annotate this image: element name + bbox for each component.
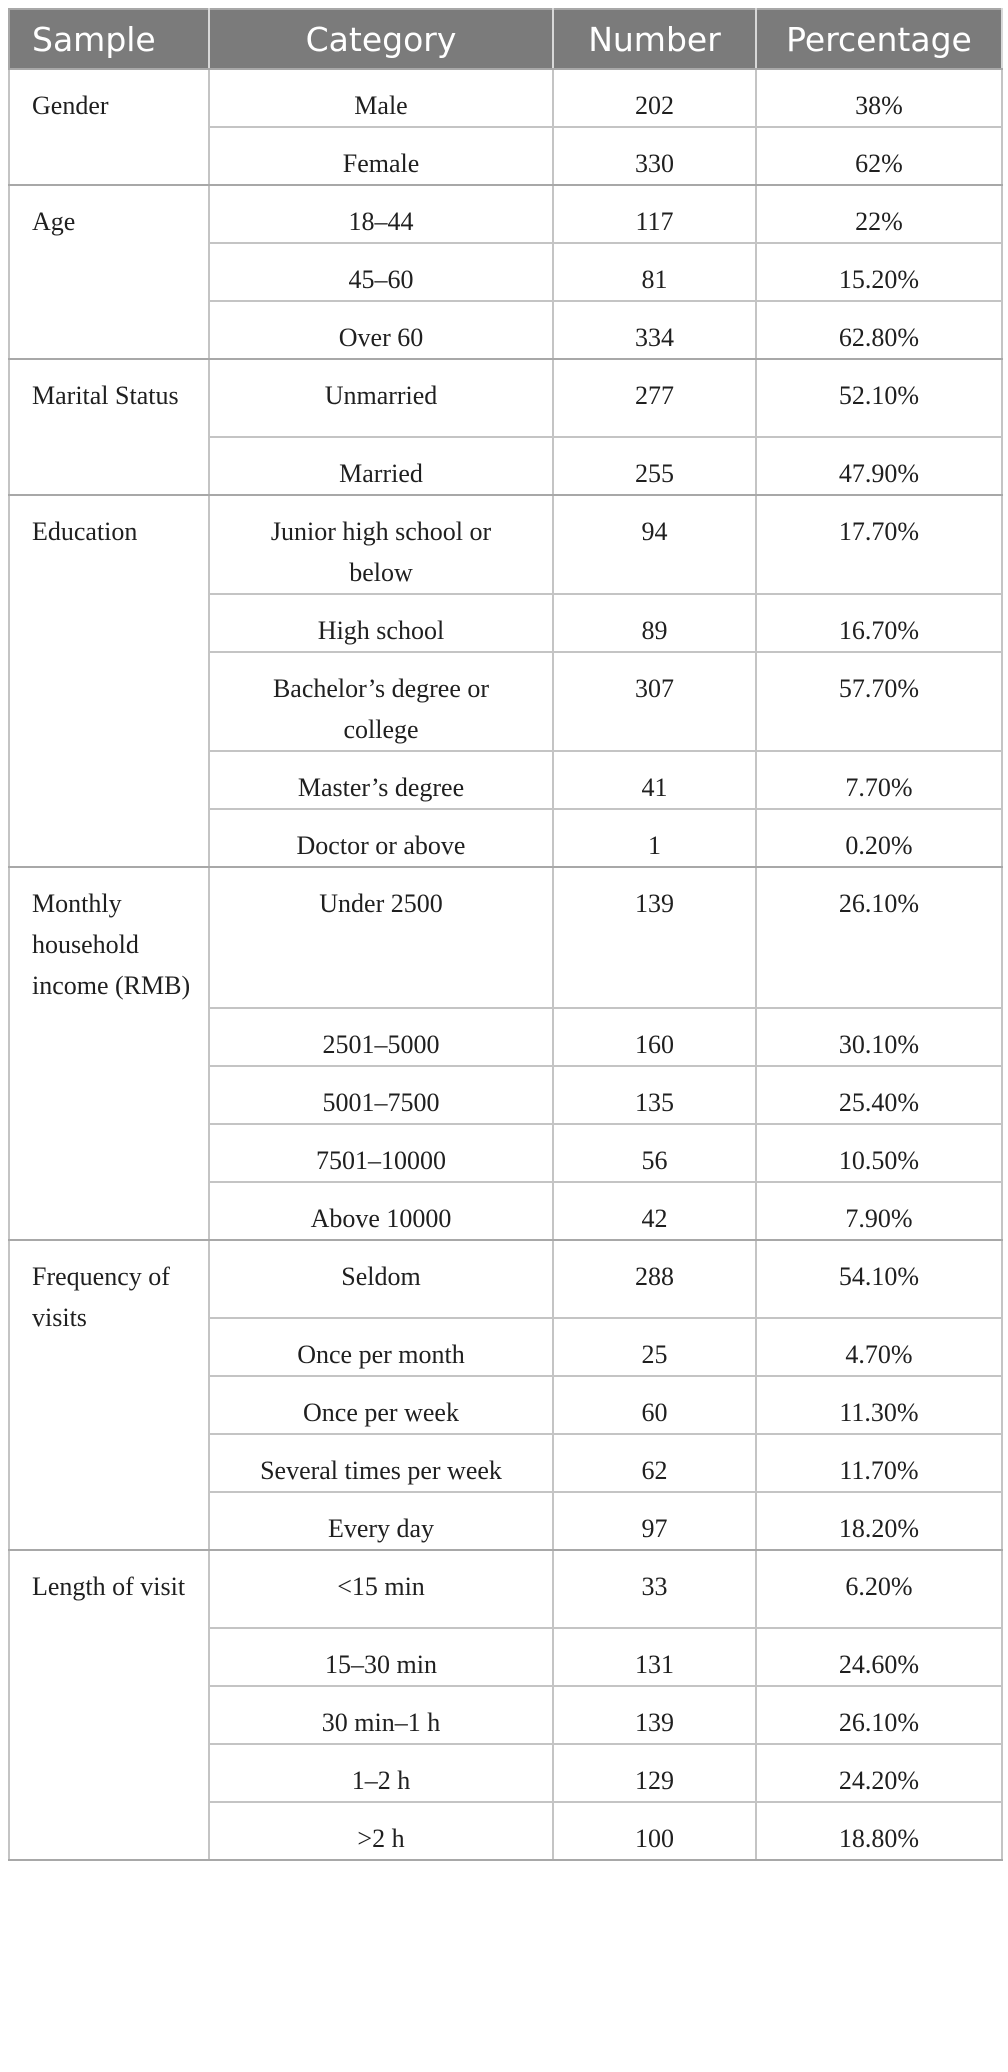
percentage-cell: 4.70% — [756, 1318, 1002, 1376]
number-cell: 117 — [553, 185, 756, 243]
header-sample: Sample — [9, 9, 209, 69]
number-cell: 129 — [553, 1744, 756, 1802]
number-cell: 42 — [553, 1182, 756, 1240]
number-cell: 288 — [553, 1240, 756, 1318]
percentage-cell: 54.10% — [756, 1240, 1002, 1318]
sample-cell: Monthly household income (RMB) — [9, 867, 209, 1240]
table-body — [9, 69, 1002, 1860]
number-cell: 60 — [553, 1376, 756, 1434]
percentage-cell: 24.20% — [756, 1744, 1002, 1802]
category-cell: Above 10000 — [209, 1182, 553, 1240]
header-percentage: Percentage — [756, 9, 1002, 69]
percentage-cell: 6.20% — [756, 1550, 1002, 1628]
sample-cell: Marital Status — [9, 359, 209, 495]
category-cell: 15–30 min — [209, 1628, 553, 1686]
number-cell: 33 — [553, 1550, 756, 1628]
category-cell: Male — [209, 69, 553, 127]
header-row — [9, 9, 1002, 69]
category-cell: Junior high school or below — [209, 495, 553, 594]
number-cell: 160 — [553, 1008, 756, 1066]
category-cell: 30 min–1 h — [209, 1686, 553, 1744]
category-cell: High school — [209, 594, 553, 652]
number-cell: 334 — [553, 301, 756, 359]
category-cell: Doctor or above — [209, 809, 553, 867]
percentage-cell: 25.40% — [756, 1066, 1002, 1124]
number-cell: 25 — [553, 1318, 756, 1376]
number-cell: 97 — [553, 1492, 756, 1550]
number-cell: 81 — [553, 243, 756, 301]
table-row — [9, 1240, 1002, 1318]
table-row — [9, 359, 1002, 437]
header-number: Number — [553, 9, 756, 69]
percentage-cell: 15.20% — [756, 243, 1002, 301]
percentage-cell: 57.70% — [756, 652, 1002, 751]
percentage-cell: 18.80% — [756, 1802, 1002, 1860]
table-row — [9, 495, 1002, 594]
category-cell: Over 60 — [209, 301, 553, 359]
number-cell: 1 — [553, 809, 756, 867]
percentage-cell: 11.30% — [756, 1376, 1002, 1434]
number-cell: 56 — [553, 1124, 756, 1182]
percentage-cell: 38% — [756, 69, 1002, 127]
number-cell: 135 — [553, 1066, 756, 1124]
percentage-cell: 47.90% — [756, 437, 1002, 495]
percentage-cell: 0.20% — [756, 809, 1002, 867]
category-cell: 2501–5000 — [209, 1008, 553, 1066]
number-cell: 307 — [553, 652, 756, 751]
percentage-cell: 62.80% — [756, 301, 1002, 359]
category-cell: >2 h — [209, 1802, 553, 1860]
category-cell: 7501–10000 — [209, 1124, 553, 1182]
percentage-cell: 11.70% — [756, 1434, 1002, 1492]
number-cell: 89 — [553, 594, 756, 652]
number-cell: 330 — [553, 127, 756, 185]
category-cell: Female — [209, 127, 553, 185]
percentage-cell: 26.10% — [756, 1686, 1002, 1744]
category-cell: Every day — [209, 1492, 553, 1550]
number-cell: 255 — [553, 437, 756, 495]
number-cell: 202 — [553, 69, 756, 127]
percentage-cell: 17.70% — [756, 495, 1002, 594]
number-cell: 41 — [553, 751, 756, 809]
category-cell: Bachelor’s degree or college — [209, 652, 553, 751]
sample-cell: Education — [9, 495, 209, 867]
number-cell: 94 — [553, 495, 756, 594]
percentage-cell: 24.60% — [756, 1628, 1002, 1686]
number-cell: 62 — [553, 1434, 756, 1492]
number-cell: 139 — [553, 1686, 756, 1744]
category-cell: 5001–7500 — [209, 1066, 553, 1124]
category-cell: 1–2 h — [209, 1744, 553, 1802]
table-row — [9, 1550, 1002, 1628]
percentage-cell: 16.70% — [756, 594, 1002, 652]
sample-cell: Gender — [9, 69, 209, 185]
sample-cell: Age — [9, 185, 209, 359]
demographics-table — [8, 8, 1003, 1861]
percentage-cell: 7.70% — [756, 751, 1002, 809]
table-header — [9, 9, 1002, 69]
number-cell: 277 — [553, 359, 756, 437]
table-row — [9, 185, 1002, 243]
percentage-cell: 7.90% — [756, 1182, 1002, 1240]
category-cell: Master’s degree — [209, 751, 553, 809]
table-row — [9, 867, 1002, 1008]
percentage-cell: 26.10% — [756, 867, 1002, 1008]
sample-cell: Length of visit — [9, 1550, 209, 1860]
category-cell: Seldom — [209, 1240, 553, 1318]
category-cell: Under 2500 — [209, 867, 553, 1008]
percentage-cell: 18.20% — [756, 1492, 1002, 1550]
number-cell: 139 — [553, 867, 756, 1008]
percentage-cell: 10.50% — [756, 1124, 1002, 1182]
category-cell: 45–60 — [209, 243, 553, 301]
percentage-cell: 52.10% — [756, 359, 1002, 437]
category-cell: Married — [209, 437, 553, 495]
table-row — [9, 69, 1002, 127]
number-cell: 100 — [553, 1802, 756, 1860]
category-cell: Once per week — [209, 1376, 553, 1434]
number-cell: 131 — [553, 1628, 756, 1686]
category-cell: 18–44 — [209, 185, 553, 243]
sample-cell: Frequency of visits — [9, 1240, 209, 1550]
category-cell: <15 min — [209, 1550, 553, 1628]
percentage-cell: 62% — [756, 127, 1002, 185]
header-category: Category — [209, 9, 553, 69]
percentage-cell: 30.10% — [756, 1008, 1002, 1066]
category-cell: Unmarried — [209, 359, 553, 437]
category-cell: Once per month — [209, 1318, 553, 1376]
category-cell: Several times per week — [209, 1434, 553, 1492]
percentage-cell: 22% — [756, 185, 1002, 243]
